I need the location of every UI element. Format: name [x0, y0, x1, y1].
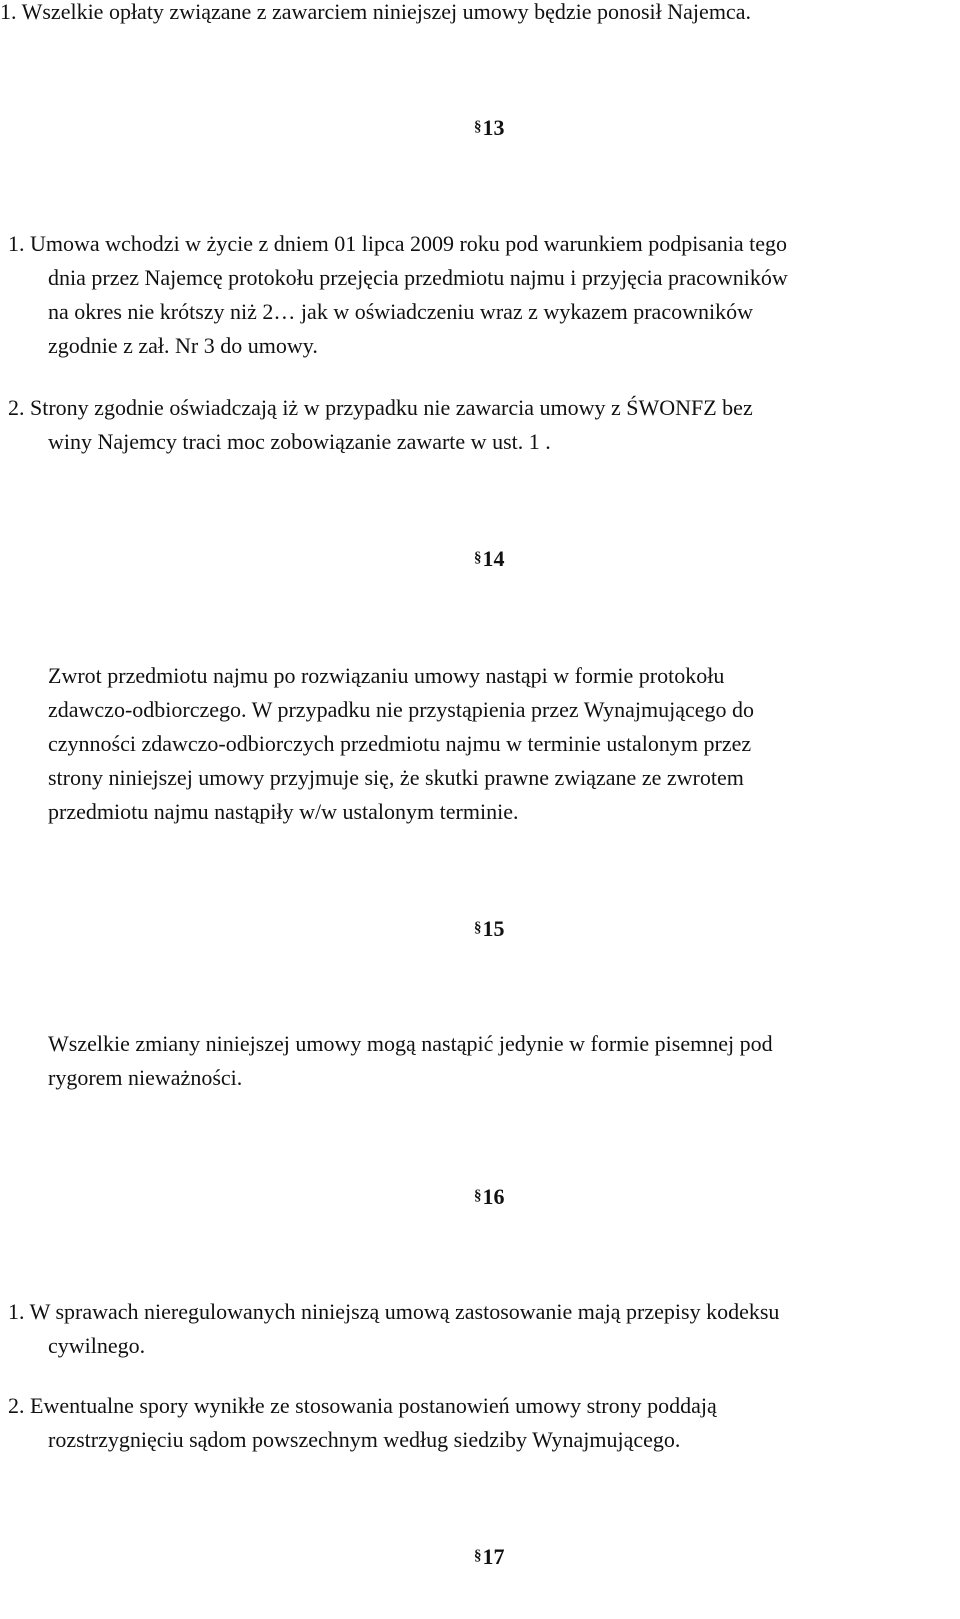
section14-para-line1: Zwrot przedmiotu najmu po rozwiązaniu umowy nastąpi w formie protokołu: [48, 663, 725, 688]
section13-number: 13: [482, 115, 505, 140]
section17-number: 17: [482, 1544, 505, 1569]
section16-item2-line1: 2. Ewentualne spory wynikłe ze stosowania postanowień umowy strony poddają: [8, 1393, 717, 1418]
section16-heading: [474, 1183, 505, 1210]
section13-item2-line2: winy Najemcy traci moc zobowiązanie zawarte w ust. 1 .: [48, 429, 551, 454]
section-sign-icon: §: [474, 920, 482, 936]
section16-number: 16: [482, 1184, 505, 1209]
section15-heading: [474, 915, 505, 942]
section-sign-icon: §: [474, 550, 482, 566]
section15-number: 15: [482, 916, 505, 941]
section16-item2-line2: rozstrzygnięciu sądom powszechnym według siedziby Wynajmującego.: [48, 1427, 681, 1452]
section16-item1-line1: 1. W sprawach nieregulowanych niniejszą umową zastosowanie mają przepisy kodeksu: [8, 1299, 780, 1324]
section14-para-line5: przedmiotu najmu nastąpiły w/w ustalonym terminie.: [48, 799, 519, 824]
section17-heading: [474, 1543, 505, 1570]
section13-item1-line3: na okres nie krótszy niż 2… jak w oświadczeniu wraz z wykazem pracowników: [48, 299, 753, 324]
section14-para-line2: zdawczo-odbiorczego. W przypadku nie przystąpienia przez Wynajmującego do: [48, 697, 755, 722]
section14-number: 14: [482, 546, 505, 571]
section13-item1-line1: 1. Umowa wchodzi w życie z dniem 01 lipca 2009 roku pod warunkiem podpisania tego: [8, 231, 787, 256]
section-sign-icon: §: [474, 1188, 482, 1204]
section12-item1: 1. Wszelkie opłaty związane z zawarciem niniejszej umowy będzie ponosił Najemca.: [0, 0, 751, 24]
section13-heading: [474, 114, 505, 141]
section13-item1-line2: dnia przez Najemcę protokołu przejęcia przedmiotu najmu i przyjęcia pracowników: [48, 265, 788, 290]
section16-item1-line2: cywilnego.: [48, 1333, 146, 1358]
section13-item1-line4: zgodnie z zał. Nr 3 do umowy.: [48, 333, 318, 358]
section14-para-line4: strony niniejszej umowy przyjmuje się, że skutki prawne związane ze zwrotem: [48, 765, 744, 790]
section15-para-line1: Wszelkie zmiany niniejszej umowy mogą nastąpić jedynie w formie pisemnej pod: [48, 1031, 773, 1056]
section13-item2-line1: 2. Strony zgodnie oświadczają iż w przypadku nie zawarcia umowy z ŚWONFZ bez: [8, 395, 753, 420]
section-sign-icon: §: [474, 1548, 482, 1564]
section14-heading: [474, 545, 505, 572]
section15-para-line2: rygorem nieważności.: [48, 1065, 243, 1090]
section-sign-icon: §: [474, 119, 482, 135]
section14-para-line3: czynności zdawczo-odbiorczych przedmiotu najmu w terminie ustalonym przez: [48, 731, 752, 756]
